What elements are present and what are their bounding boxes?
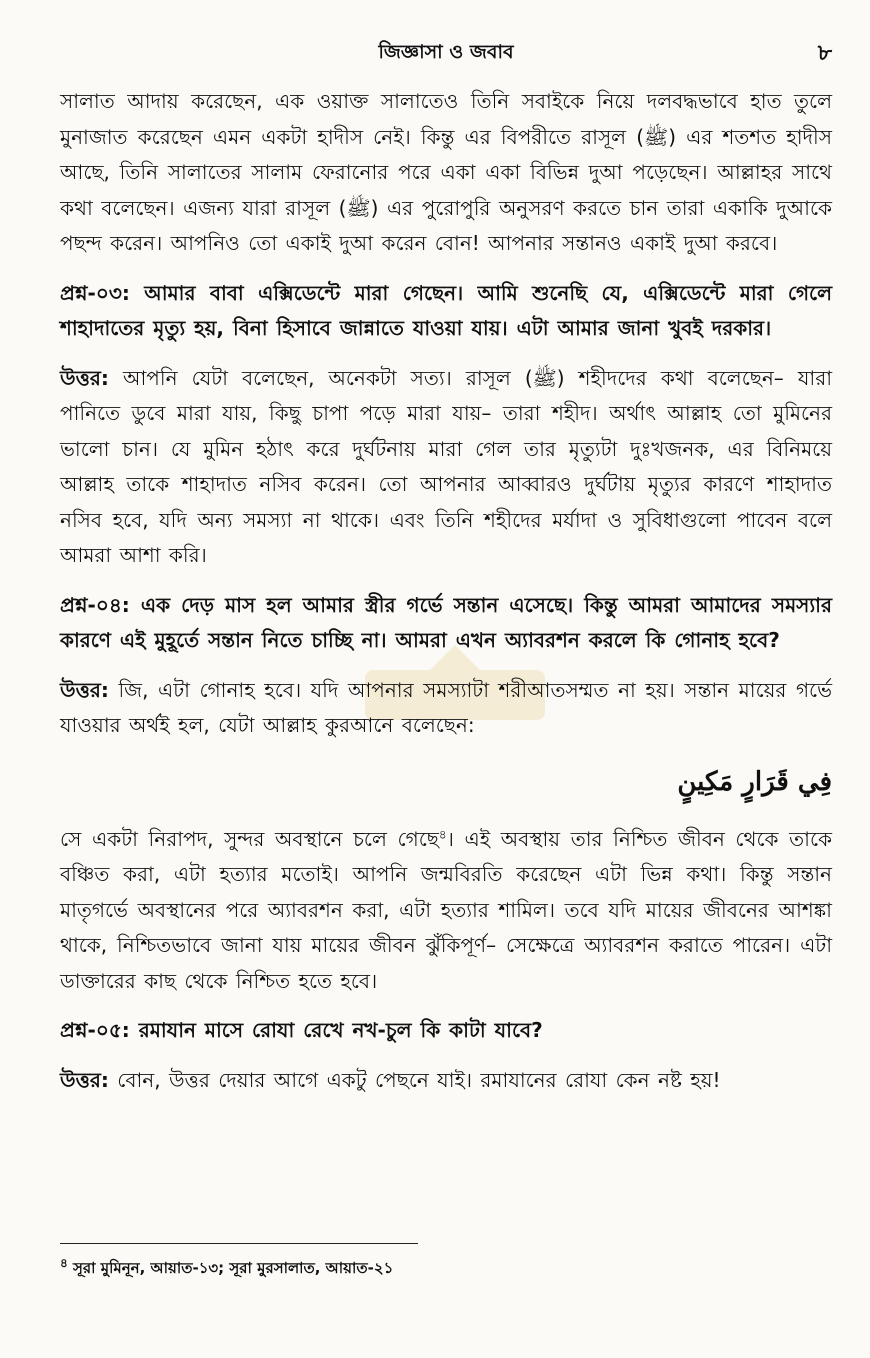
answer-3 xyxy=(60,361,832,574)
paragraph-continued: সালাত আদায় করেছেন, এক ওয়াক্ত সালাতেও তিনি সবাইকে নিয়ে দলবদ্ধভাবে হাত তুলে মুনাজাত করেছেন এমন একটা হাদীস নেই। কিন্তু এর বিপরীতে রাসূল (ﷺ) এর শতশত হাদীস আছে, তিনি সালাতের সালাম ফেরানোর পরে একা একা বিভিন্ন দুআ পড়েছেন। আল্লাহর সাথে কথা বলেছেন। এজন্য যারা রাসূল (ﷺ) এর পুরোপুরি অনুসরণ করতে চান তারা একাকি দুআকে পছন্দ করেন। আপনিও তো একাই দুআ করেন বোন! আপনার সন্তানও একাই দুআ করবে। xyxy=(60,89,832,255)
answer-5 xyxy=(60,1063,832,1099)
answer-label: উত্তর: xyxy=(60,365,109,390)
answer-4 xyxy=(60,673,832,744)
question-3 xyxy=(60,276,832,347)
page-number: ৮ xyxy=(817,41,832,66)
arabic-verse: فِي قَرَارٍ مَكِينٍ xyxy=(677,766,832,797)
question-label: প্রশ্ন-০৫: xyxy=(60,1018,130,1042)
question-text: রমাযান মাসে রোযা রেখে নখ-চুল কি কাটা যাবে? xyxy=(129,1018,543,1042)
answer-text: জি, এটা গোনাহ হবে। যদি আপনার সমস্যাটা শরীআতসম্মত না হয়। সন্তান মায়ের গর্ভে যাওয়ার অর্থই হল, যেটা আল্লাহ কুরআনে বলেছেন: xyxy=(60,677,832,737)
footnote xyxy=(60,1256,832,1280)
question-text: আমার বাবা এক্সিডেন্টে মারা গেছেন। আমি শুনেছি যে, এক্সিডেন্টে মারা গেলে শাহাদাতের মৃত্যু হয়, বিনা হিসাবে জান্নাতে যাওয়া যায়। এটা আমার জানা খুবই দরকার। xyxy=(60,280,832,340)
question-5 xyxy=(60,1013,832,1049)
answer-label: উত্তর: xyxy=(60,1067,109,1092)
footnote-divider xyxy=(60,1243,418,1244)
answer-text: । এই অবস্থায় তার নিশ্চিত জীবন থেকে তাকে বঞ্চিত করা, এটা হত্যার মতোই। আপনি জন্মবিরতি করেছেন এটা ভিন্ন কথা। কিন্তু সন্তান মাতৃগর্ভে অবস্থানের পরে অ্যাবরশন করা, এটা হত্যার শামিল। তবে যদি মায়ের জীবনের আশঙ্কা থাকে, নিশ্চিতভাবে জানা যায় মায়ের জীবন ঝুঁকিপূর্ণ– সেক্ষেত্রে অ্যাবরশন করাতে পারেন। এটা ডাক্তারের কাছ থেকে নিশ্চিত হতে হবে। xyxy=(60,826,832,993)
answer-label: উত্তর: xyxy=(60,677,109,702)
answer-4-continued xyxy=(60,822,832,1000)
answer-text: সে একটা নিরাপদ, সুন্দর অবস্থানে চলে গেছে xyxy=(60,826,439,851)
page-content xyxy=(60,84,832,1112)
question-4 xyxy=(60,588,832,659)
answer-text: আপনি যেটা বলেছেন, অনেকটা সত্য। রাসূল (ﷺ) শহীদদের কথা বলেছেন– যারা পানিতে ডুবে মারা যায়, কিছু চাপা পড়ে মারা যায়– তারা শহীদ। অর্থাৎ আল্লাহ তো মুমিনের ভালো চান। যে মুমিন হঠাৎ করে দুর্ঘটনায় মারা গেল তার মৃত্যুটা দুঃখজনক, এর বিনিময়ে আল্লাহ তাকে শাহাদাত নসিব করেন। তো আপনার আব্বারও দুর্ঘটায় মৃত্যুর কারণে শাহাদাত নসিব হবে, যদি অন্য সমস্যা না থাকে। এবং তিনি শহীদের মর্যাদা ও সুবিধাগুলো পাবেন বলে আমরা আশা করি। xyxy=(60,365,833,567)
footnote-text: সূরা মুমিনূন, আয়াত-১৩; সূরা মুরসালাত, আয়াত-২১ xyxy=(67,1259,394,1277)
footnote-reference[interactable]: ৪ xyxy=(438,826,447,841)
footnote-marker: ৪ xyxy=(60,1256,68,1270)
running-header xyxy=(60,36,832,66)
question-label: প্রশ্ন-০৩: xyxy=(60,280,130,305)
book-title: জিজ্ঞাসা ও জবাব xyxy=(378,41,514,63)
question-text: এক দেড় মাস হল আমার স্ত্রীর গর্ভে সন্তান এসেছে। কিন্তু আমরা আমাদের সমস্যার কারণে এই মুহূর্তে সন্তান নিতে চাচ্ছি না। আমরা এখন অ্যাবরশন করলে কি গোনাহ হবে? xyxy=(60,592,832,652)
question-label: প্রশ্ন-০৪: xyxy=(60,592,130,617)
answer-text: বোন, উত্তর দেয়ার আগে একটু পেছনে যাই। রমাযানের রোযা কেন নষ্ট হয়! xyxy=(108,1067,721,1092)
